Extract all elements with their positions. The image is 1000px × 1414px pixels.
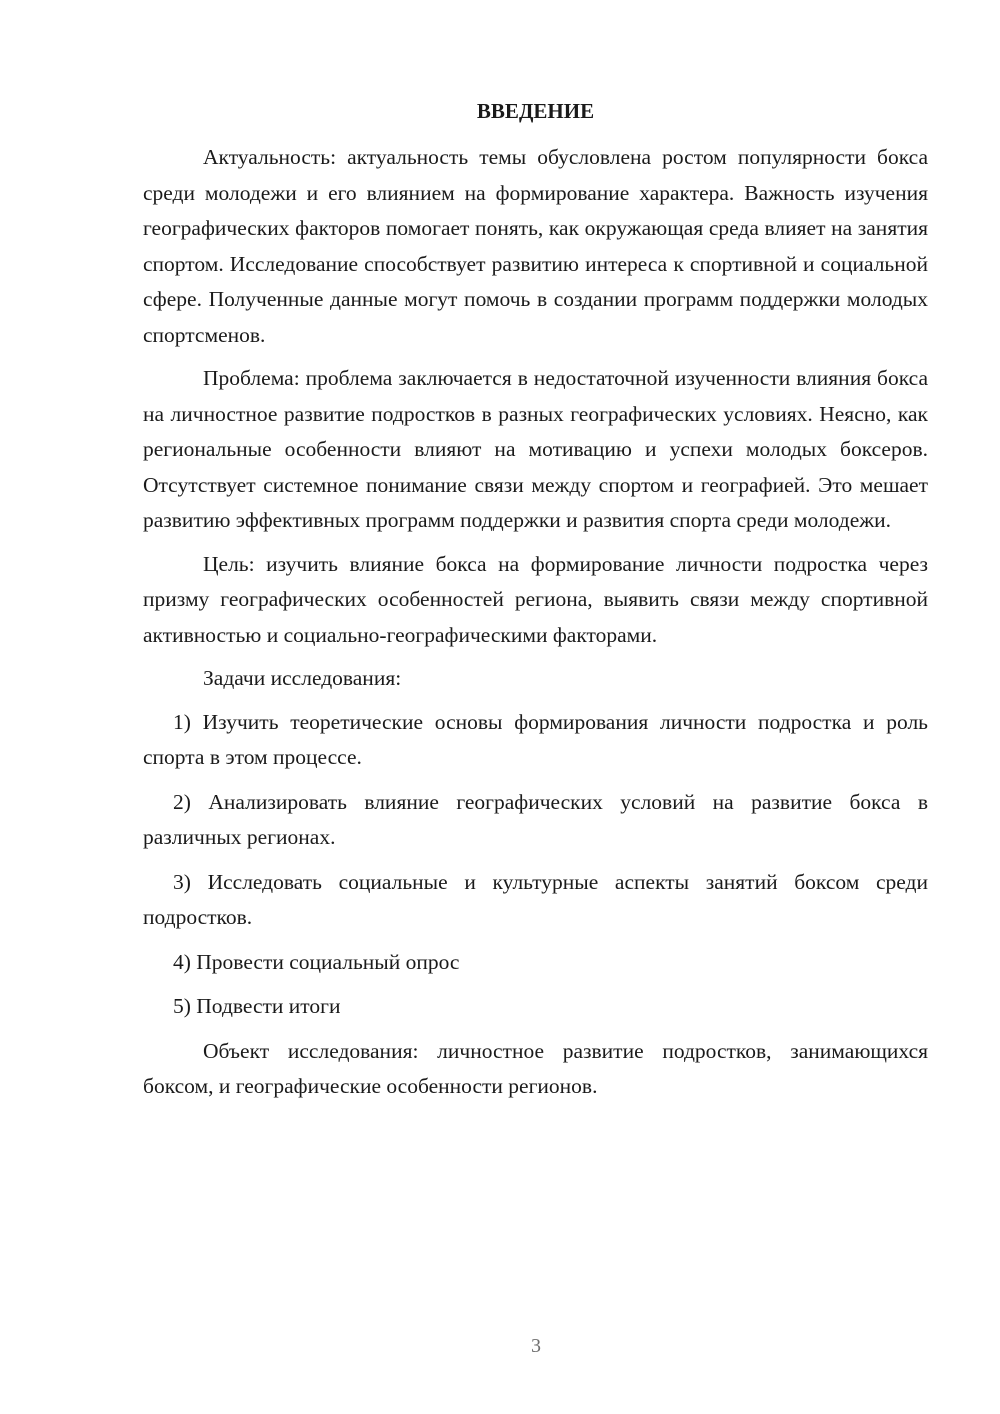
problem-paragraph: Проблема: проблема заключается в недостаточной изученности влияния бокса на личностное развитие подростков в разных географических условиях. Неясно, как региональные особенности влияют на мотивацию и успехи молодых боксеров. Отсутствует системное понимание связи между спортом и географией. Это мешает развитию эффективных программ поддержки и развития спорта среди молодежи.	[143, 366, 928, 532]
task-item-1: 1) Изучить теоретические основы формирования личности подростка и роль спорта в этом процессе.	[143, 709, 928, 769]
page-title: ВВЕДЕНИЕ	[476, 99, 595, 123]
document-body	[143, 96, 928, 1113]
task-item-3: 3) Исследовать социальные и культурные аспекты занятий боксом среди подростков.	[143, 869, 928, 929]
relevance-paragraph: Актуальность: актуальность темы обусловлена ростом популярности бокса среди молодежи и его влиянием на формирование характера. Важность изучения географических факторов помогает понять, как окружающая среда влияет на занятия спортом. Исследование способствует развитию интереса к спортивной и социальной сфере. Полученные данные могут помочь в создании программ поддержки молодых спортсменов.	[143, 145, 928, 347]
object-paragraph: Объект исследования: личностное развитие подростков, занимающихся боксом, и географические особенности регионов.	[143, 1038, 928, 1098]
goal-paragraph: Цель: изучить влияние бокса на формирование личности подростка через призму географических особенностей региона, выявить связи между спортивной активностью и социально-географическими факторами.	[143, 551, 928, 647]
task-item-4: 4) Провести социальный опрос	[173, 949, 460, 974]
task-item-2: 2) Анализировать влияние географических условий на развитие бокса в различных регионах.	[143, 789, 928, 849]
tasks-heading: Задачи исследования:	[203, 666, 402, 690]
tasks-list	[143, 705, 928, 1025]
task-item-5: 5) Подвести итоги	[173, 994, 341, 1018]
page-number: 3	[531, 1335, 541, 1357]
